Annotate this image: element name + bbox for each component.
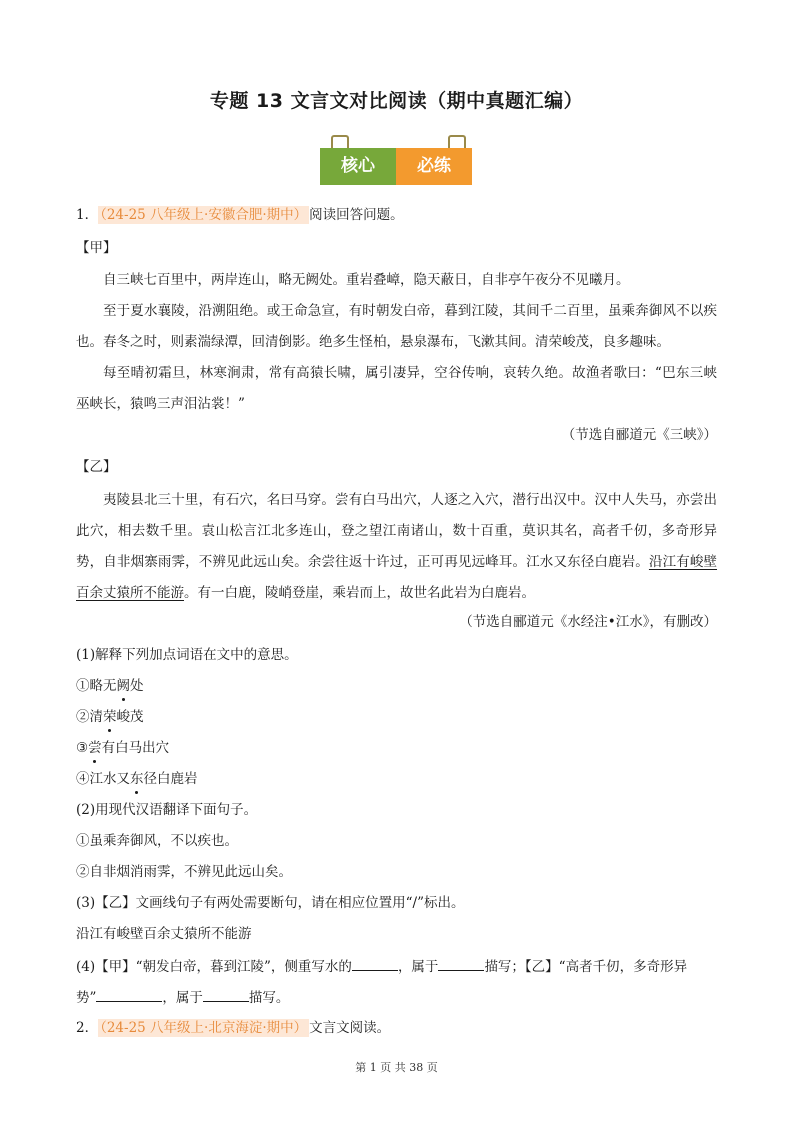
word-item-1 [76, 676, 144, 696]
dotted-word: 东 [130, 771, 144, 787]
sub4-text: ，属于 [397, 959, 439, 975]
word-pre: ③ [76, 740, 89, 756]
jia-paragraph-3: 每至晴初霜旦，林寒涧肃，常有高猿长啸，属引凄异，空谷传响，哀转久绝。故渔者歌曰：“巴东三峡巫峡长，猿鸣三声泪沾裳！” [76, 365, 717, 412]
sub4-text: 势” [76, 990, 97, 1006]
answer-blank[interactable] [96, 987, 162, 1002]
word-post: 有白马出穴 [101, 740, 170, 756]
question-prompt: 阅读回答问题。 [309, 207, 404, 223]
word-post: 峻茂 [116, 709, 144, 725]
answer-blank[interactable] [438, 956, 484, 971]
question-1-header [76, 205, 404, 225]
yi-text-tail: 。有一白鹿，陵峭登崖，乘岩而上，故世名此岩为白鹿岩。 [184, 585, 535, 601]
word-item-3 [76, 738, 169, 758]
badge-left-label: 核心 [320, 148, 396, 185]
question-number: 1． [76, 207, 99, 223]
sub-question-4-line-1 [76, 956, 687, 977]
translate-item-1: ①虽乘奔御风，不以疾也。 [76, 833, 238, 849]
word-pre: ④江水又 [76, 771, 130, 787]
core-practice-badge [320, 135, 472, 185]
question-2-header [76, 1018, 390, 1038]
word-item-4 [76, 769, 198, 789]
sub-question-2: (2)用现代汉语翻译下面句子。 [76, 802, 258, 818]
yi-text: 夷陵县北三十里，有石穴，名曰马穿。尝有白马出穴，人逐之入穴，潜行出汉中。汉中人失马，亦尝出此穴，相去数千里。袁山松言江北多连山，登之望江南诸山，数十百重，莫识其名，高者千仞，多奇形异势，自非烟寨雨霁，不辨见此远山矣。余尝往返十许过，正可再见远峰耳。江水又东径白鹿岩。 [76, 492, 717, 570]
word-pre: ②清 [76, 709, 103, 725]
sub4-text: 描写；【乙】“高者千仞，多奇形异 [484, 959, 688, 975]
word-post: 径白鹿岩 [143, 771, 198, 787]
sub4-text: (4)【甲】“朝发白帝，暮到江陵”，侧重写水的 [76, 959, 352, 975]
question-prompt: 文言文阅读。 [309, 1020, 391, 1036]
translate-item-2: ②自非烟消雨霁，不辨见此远山矣。 [76, 864, 292, 880]
word-pre: ①略无 [76, 678, 117, 694]
word-post: 处 [130, 678, 144, 694]
sub4-text: 描写。 [248, 990, 290, 1006]
answer-blank[interactable] [203, 987, 249, 1002]
sub-question-4-line-2 [76, 987, 289, 1008]
page-title: 专题 13 文言文对比阅读（期中真题汇编） [209, 90, 584, 112]
source-tag: （24-25 八年级上·安徽合肥·期中） [100, 207, 308, 223]
dotted-word: 阙 [116, 678, 130, 694]
source-tag: （24-25 八年级上·北京海淀·期中） [100, 1020, 308, 1036]
section-label-yi: 【乙】 [76, 459, 117, 475]
answer-blank[interactable] [352, 956, 398, 971]
dotted-word: 尝 [88, 740, 102, 756]
yi-source: （节选自郦道元《水经注•江水》，有删改） [459, 614, 717, 630]
word-item-2 [76, 707, 144, 727]
sub-question-3: (3)【乙】文画线句子有两处需要断句，请在相应位置用“/”标出。 [76, 895, 465, 911]
badge-right-label: 必练 [396, 148, 472, 185]
yi-underlined-sentence: 沿江有峻壁百余丈猿所不能游 [76, 554, 718, 601]
sub4-text: ，属于 [162, 990, 203, 1006]
yi-paragraph [76, 485, 717, 609]
dotted-word: 荣 [103, 709, 117, 725]
question-number: 2． [76, 1020, 99, 1036]
jia-paragraph-2: 至于夏水襄陵，沿溯阻绝。或王命急宣，有时朝发白帝，暮到江陵，其间千二百里，虽乘奔御风不以疾也。春冬之时，则素湍绿潭，回清倒影。绝多生怪柏，悬泉瀑布，飞漱其间。清荣峻茂，良多趣味。 [76, 303, 717, 350]
jia-source: （节选自郦道元《三峡》） [561, 427, 717, 443]
page-footer: 第 1 页 共 38 页 [355, 1061, 438, 1074]
sub-question-3-sentence: 沿江有峻壁百余丈猿所不能游 [76, 926, 252, 942]
jia-paragraph-1: 自三峡七百里中，两岸连山，略无阙处。重岩叠嶂，隐天蔽日，自非亭午夜分不见曦月。 [103, 272, 630, 288]
sub-question-1: (1)解释下列加点词语在文中的意思。 [76, 647, 298, 663]
section-label-jia: 【甲】 [76, 240, 117, 256]
